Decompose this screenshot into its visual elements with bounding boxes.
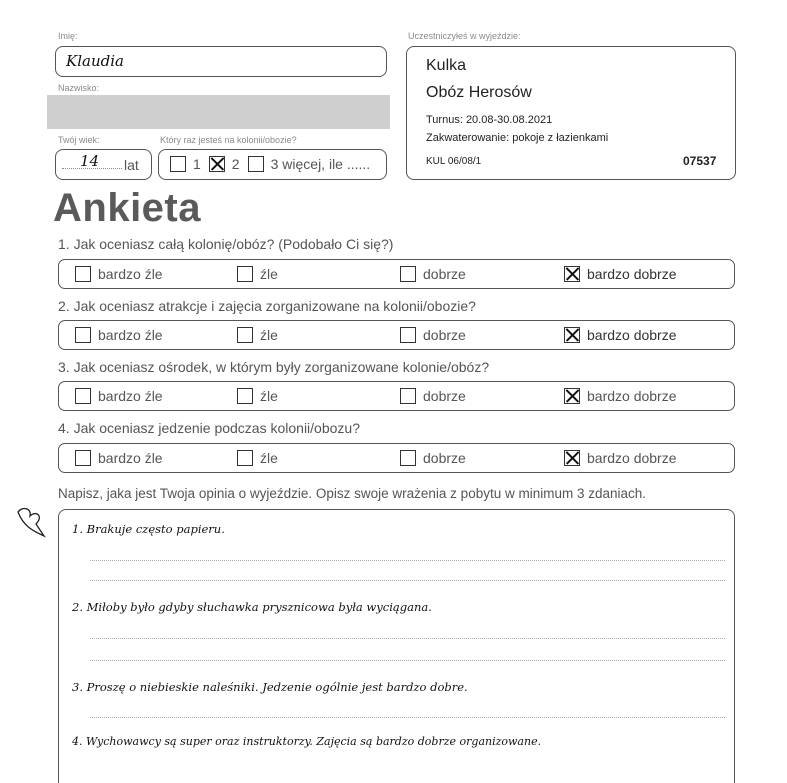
option-label: dobrze (423, 450, 466, 466)
option-label: bardzo źle (98, 388, 163, 404)
age-label: Twój wiek: (58, 135, 100, 145)
option-label: bardzo źle (98, 266, 163, 282)
participation-line1: Kulka (426, 57, 467, 74)
option-label: bardzo dobrze (587, 266, 677, 282)
checkbox-bardzo-zle-4[interactable] (75, 450, 91, 466)
surname-redacted (47, 95, 390, 129)
surname-label: Nazwisko: (58, 83, 100, 93)
question-4-text: Jak oceniasz jedzenie podczas kolonii/obozu? (73, 420, 360, 436)
option-label: dobrze (423, 327, 466, 343)
checkbox-bardzo-dobrze-3[interactable] (564, 388, 580, 404)
participation-number: 07537 (683, 154, 717, 168)
option-bardzo-zle-3[interactable] (75, 387, 163, 405)
participation-term: Turnus: 20.08-30.08.2021 (426, 114, 553, 126)
option-label: bardzo dobrze (587, 388, 677, 404)
camp-count-option-3: 3 więcej, ile ...... (270, 156, 371, 172)
option-label: bardzo dobrze (587, 327, 677, 343)
option-label: źle (260, 266, 278, 282)
heart-doodle (14, 506, 48, 540)
dotted-line (90, 717, 725, 718)
checkbox-dobrze-4[interactable] (400, 450, 416, 466)
opinion-answer-1: 1. Brakuje często papieru. (72, 522, 225, 536)
answer-row-4 (58, 443, 735, 473)
option-label: dobrze (423, 388, 466, 404)
option-dobrze-1[interactable] (400, 265, 466, 283)
option-bardzo-zle-2[interactable] (75, 326, 163, 344)
camp-count-checkbox-3[interactable] (248, 156, 264, 172)
option-bardzo-zle-1[interactable] (75, 265, 163, 283)
dotted-line (90, 560, 725, 561)
age-unit: lat (124, 157, 139, 173)
option-dobrze-4[interactable] (400, 449, 466, 467)
option-label: źle (260, 450, 278, 466)
question-2 (58, 298, 476, 314)
option-label: bardzo źle (98, 327, 163, 343)
checkbox-bardzo-zle-2[interactable] (75, 327, 91, 343)
option-label: źle (260, 388, 278, 404)
opinion-answer-3: 3. Proszę o niebieskie naleśniki. Jedzenie ogólnie jest bardzo dobre. (72, 680, 468, 694)
option-label: bardzo dobrze (587, 450, 677, 466)
question-2-text: Jak oceniasz atrakcje i zajęcia zorganizowane na kolonii/obozie? (73, 298, 476, 314)
checkbox-zle-3[interactable] (237, 388, 253, 404)
first-name-value: Klaudia (66, 52, 124, 70)
option-bardzo-dobrze-2[interactable] (564, 326, 677, 344)
option-bardzo-dobrze-4[interactable] (564, 449, 677, 467)
option-zle-4[interactable] (237, 449, 278, 467)
camp-count-checkbox-2[interactable] (209, 156, 225, 172)
option-zle-2[interactable] (237, 326, 278, 344)
age-value: 14 (80, 152, 100, 170)
option-label: źle (260, 327, 278, 343)
participation-accommodation: Zakwaterowanie: pokoje z łazienkami (426, 132, 609, 144)
question-3 (58, 359, 489, 375)
first-name-label: Imię: (58, 31, 78, 41)
question-4 (58, 420, 360, 436)
checkbox-dobrze-1[interactable] (400, 266, 416, 282)
opinion-prompt: Napisz, jaka jest Twoja opinia o wyjeździe. Opisz swoje wrażenia z pobytu w minimum 3 zdaniach. (58, 486, 647, 501)
participation-code: KUL 06/08/1 (426, 156, 482, 167)
question-4-number: 4. (58, 420, 70, 436)
checkbox-zle-2[interactable] (237, 327, 253, 343)
answer-row-2 (58, 320, 735, 350)
survey-title: Ankieta (53, 186, 201, 230)
camp-count-option-2: 2 (231, 156, 240, 172)
question-1-text: Jak oceniasz całą kolonię/obóz? (Podobało Ci się?) (73, 236, 394, 252)
checkbox-bardzo-dobrze-1[interactable] (564, 266, 580, 282)
question-3-number: 3. (58, 359, 70, 375)
checkbox-bardzo-dobrze-2[interactable] (564, 327, 580, 343)
opinion-answer-4: 4. Wychowawcy są super oraz instruktorzy. Zajęcia są bardzo dobrze organizowane. (72, 735, 542, 748)
question-3-text: Jak oceniasz ośrodek, w którym były zorganizowane kolonie/obóz? (73, 359, 490, 375)
option-label: bardzo źle (98, 450, 163, 466)
option-dobrze-2[interactable] (400, 326, 466, 344)
question-1-number: 1. (58, 236, 70, 252)
option-zle-3[interactable] (237, 387, 278, 405)
checkbox-zle-1[interactable] (237, 266, 253, 282)
answer-row-1 (58, 259, 735, 289)
option-bardzo-dobrze-3[interactable] (564, 387, 677, 405)
option-dobrze-3[interactable] (400, 387, 466, 405)
camp-count-checkbox-1[interactable] (170, 156, 186, 172)
camp-count-options (170, 156, 370, 172)
opinion-answer-2: 2. Miłoby było gdyby słuchawka prysznicowa była wyciągana. (72, 600, 432, 614)
checkbox-bardzo-dobrze-4[interactable] (564, 450, 580, 466)
question-1 (58, 236, 393, 252)
participation-line2: Obóz Herosów (426, 84, 532, 101)
participation-label: Uczestniczyłeś w wyjeździe: (408, 31, 521, 41)
option-bardzo-zle-4[interactable] (75, 449, 163, 467)
option-bardzo-dobrze-1[interactable] (564, 265, 677, 283)
dotted-line (90, 660, 725, 661)
option-label: dobrze (423, 266, 466, 282)
camp-count-option-1: 1 (193, 156, 201, 172)
checkbox-zle-4[interactable] (237, 450, 253, 466)
checkbox-bardzo-zle-1[interactable] (75, 266, 91, 282)
checkbox-dobrze-3[interactable] (400, 388, 416, 404)
checkbox-bardzo-zle-3[interactable] (75, 388, 91, 404)
answer-row-3 (58, 381, 735, 411)
camp-count-label: Który raz jesteś na kolonii/obozie? (160, 135, 297, 145)
dotted-line (90, 638, 725, 639)
checkbox-dobrze-2[interactable] (400, 327, 416, 343)
question-2-number: 2. (58, 298, 70, 314)
dotted-line (90, 580, 725, 581)
option-zle-1[interactable] (237, 265, 278, 283)
